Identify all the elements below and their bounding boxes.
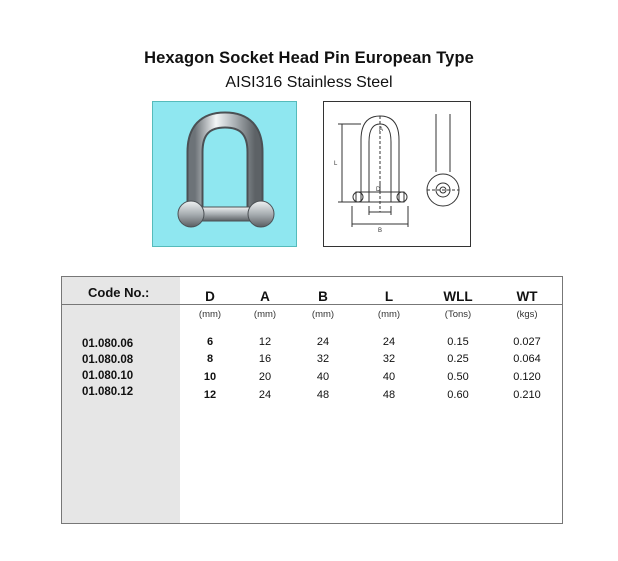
cell-wt: 0.210	[513, 389, 541, 401]
cell-a: 24	[258, 389, 272, 401]
dim-label-d: D	[376, 187, 381, 193]
column-unit-d: (mm)	[198, 309, 222, 320]
cell-wt: 0.027	[513, 336, 541, 348]
product-subtitle: AISI316 Stainless Steel	[225, 74, 393, 91]
column-header-b: B	[318, 289, 328, 304]
dimension-drawing-icon	[324, 102, 472, 248]
cell-a: 20	[258, 371, 272, 383]
cell-wll: 0.15	[447, 336, 469, 348]
shackle-photo-icon	[153, 102, 298, 248]
cell-b: 32	[316, 353, 330, 365]
cell-wt: 0.064	[513, 353, 541, 365]
cell-a: 16	[258, 353, 272, 365]
cell-wt: 0.120	[513, 371, 541, 383]
dim-label-l: L	[334, 161, 338, 167]
cell-b: 48	[316, 389, 330, 401]
column-unit-wt: (kgs)	[516, 309, 538, 320]
column-unit-b: (mm)	[311, 309, 335, 320]
cell-b: 40	[316, 371, 330, 383]
cell-l: 24	[382, 336, 396, 348]
column-header-l: L	[384, 289, 394, 304]
dim-label-a: A	[379, 127, 384, 133]
cell-wll: 0.25	[447, 353, 469, 365]
cell-d: 10	[203, 371, 217, 383]
cell-l: 32	[382, 353, 396, 365]
code-column	[62, 277, 180, 523]
column-header-a: A	[260, 289, 270, 304]
cell-d: 12	[203, 389, 217, 401]
column-unit-l: (mm)	[377, 309, 401, 320]
cell-l: 48	[382, 389, 396, 401]
row-code: 01.080.10	[82, 370, 134, 382]
cell-l: 40	[382, 371, 396, 383]
cell-a: 12	[258, 336, 272, 348]
product-photo	[152, 101, 297, 247]
cell-d: 6	[206, 336, 214, 348]
technical-drawing	[323, 101, 471, 247]
code-header: Code No.:	[88, 285, 150, 300]
cell-wll: 0.60	[447, 389, 469, 401]
column-header-wll: WLL	[443, 289, 473, 304]
row-code: 01.080.06	[82, 338, 134, 350]
column-header-d: D	[205, 289, 215, 304]
dim-label-b: B	[378, 228, 383, 234]
product-title: Hexagon Socket Head Pin European Type	[144, 49, 474, 67]
column-unit-wll: (Tons)	[444, 309, 472, 320]
cell-wll: 0.50	[447, 371, 469, 383]
row-code: 01.080.12	[82, 386, 134, 398]
cell-b: 24	[316, 336, 330, 348]
cell-d: 8	[206, 353, 214, 365]
column-header-wt: WT	[516, 289, 538, 304]
row-code: 01.080.08	[82, 354, 134, 366]
column-unit-a: (mm)	[253, 309, 277, 320]
header-divider	[62, 304, 562, 305]
spec-table	[61, 276, 563, 524]
